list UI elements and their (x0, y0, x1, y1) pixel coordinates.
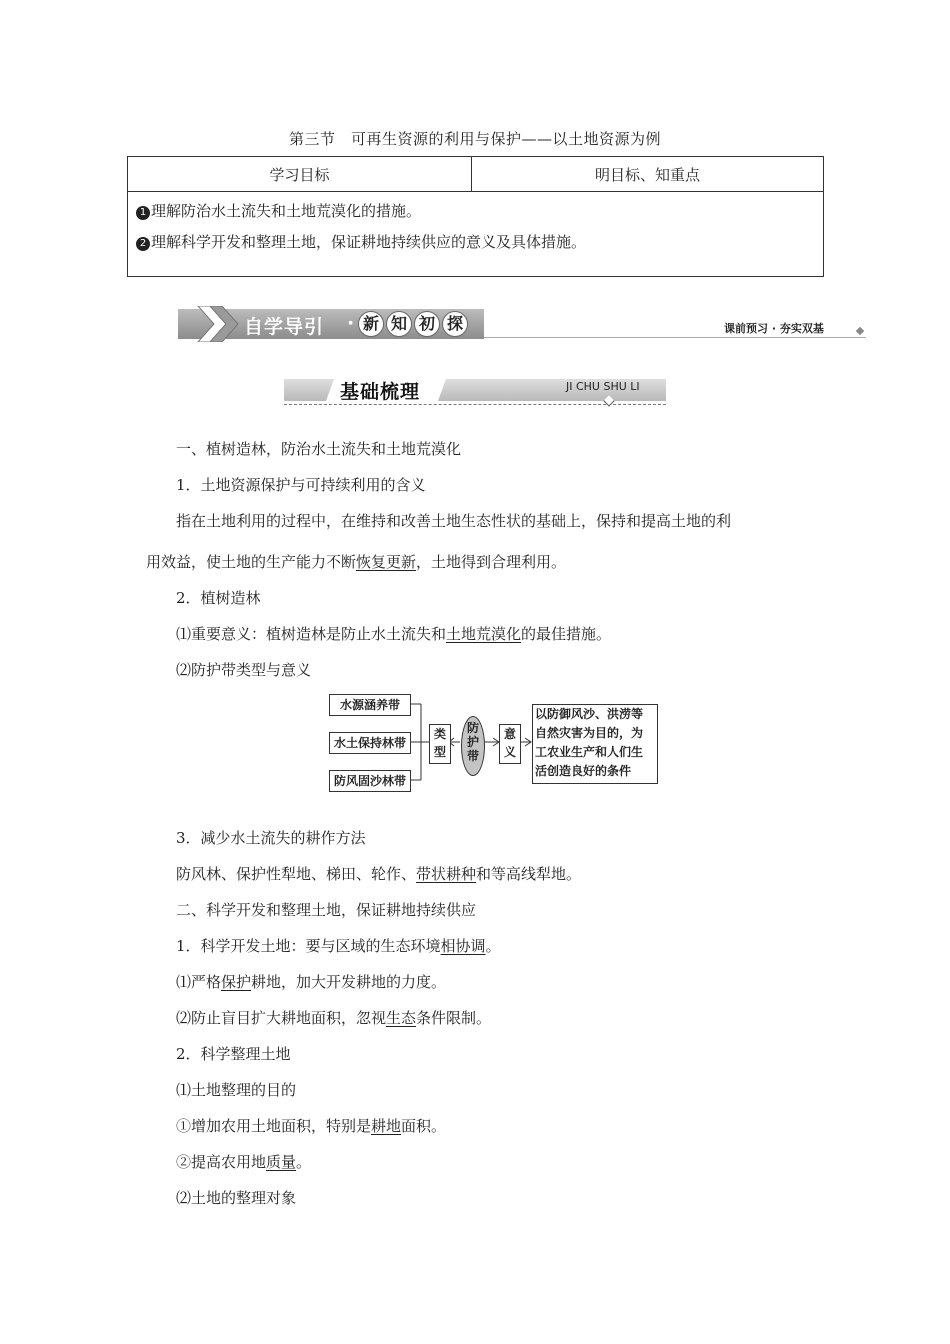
fill-blank: 恢复更新 (356, 553, 417, 571)
type-label: 类 型 (429, 724, 451, 764)
paragraph: 防风林、保护性犁地、梯田、轮作、带状耕种和等高线犁地。 (176, 865, 582, 883)
paragraph: ⑵防护带类型与意义 (176, 661, 312, 679)
page-title: 第三节 可再生资源的利用与保护——以土地资源为例 (288, 130, 661, 148)
objectives-table (127, 156, 824, 277)
shelterbelt-oval: 防 护 带 (461, 716, 485, 776)
banner-char: 新 (358, 311, 384, 337)
objective-item: 1 理解防治水土流失和土地荒漠化的措施。 (136, 196, 815, 227)
subheading: 1．土地资源保护与可持续利用的含义 (176, 476, 426, 494)
shelterbelt-diagram (327, 692, 657, 792)
objective-item: 2 理解科学开发和整理土地，保证耕地持续供应的意义及具体措施。 (136, 227, 815, 258)
type-box: 防风固沙林带 (329, 770, 411, 792)
paragraph: ①增加农用土地面积，特别是耕地面积。 (176, 1117, 447, 1135)
banner-rule (484, 337, 866, 338)
objectives-header-focus: 明目标、知重点 (472, 157, 824, 192)
meaning-label: 意 义 (499, 724, 521, 764)
diamond-icon (856, 327, 864, 335)
heading-2: 二、科学开发和整理土地，保证耕地持续供应 (176, 901, 477, 919)
paragraph: ⑴重要意义：植树造林是防止水土流失和土地荒漠化的最佳措施。 (176, 625, 612, 643)
number-badge: 1 (136, 206, 150, 220)
fill-blank: 耕地 (371, 1117, 402, 1135)
double-chevron-icon (196, 306, 242, 342)
banner-title: 自学导引 (244, 316, 325, 338)
meaning-box: 以防御风沙、洪涝等 自然灾害为目的，为 工农业生产和人们生 活创造良好的条件 (532, 704, 658, 784)
section-banner (284, 375, 666, 407)
paragraph: ⑴严格保护耕地，加大开发耕地的力度。 (176, 973, 447, 991)
paragraph: ⑵防止盲目扩大耕地面积，忽视生态条件限制。 (176, 1009, 492, 1027)
fill-blank: 质量 (266, 1153, 297, 1171)
banner-char: 知 (386, 311, 412, 337)
heading-1: 一、植树造林，防治水土流失和土地荒漠化 (176, 440, 462, 458)
objectives-header-goals: 学习目标 (128, 157, 472, 192)
fill-blank: 生态 (386, 1009, 417, 1027)
section-pinyin: JI CHU SHU LI (566, 380, 640, 393)
banner-char: 初 (414, 311, 440, 337)
paragraph: 1．科学开发土地：要与区域的生态环境相协调。 (176, 937, 501, 955)
type-box: 水土保持林带 (329, 732, 411, 754)
banner-right-tag: 课前预习 · 夯实双基 (724, 322, 824, 335)
banner-char: 探 (442, 311, 468, 337)
paragraph: 用效益，使土地的生产能力不断恢复更新，土地得到合理利用。 (146, 553, 567, 571)
paragraph: ⑴土地整理的目的 (176, 1081, 297, 1099)
subheading: 2．科学整理土地 (176, 1045, 291, 1063)
paragraph: ⑵土地的整理对象 (176, 1189, 297, 1207)
fill-blank: 相协调 (440, 937, 486, 955)
subheading: 2．植树造林 (176, 589, 261, 607)
section-title: 基础梳理 (340, 381, 421, 403)
fill-blank: 带状耕种 (416, 865, 477, 883)
self-study-banner: 自学导引 · 新 知 初 探 (178, 306, 484, 340)
paragraph: ②提高农用地质量。 (176, 1153, 312, 1171)
number-badge: 2 (136, 237, 150, 251)
fill-blank: 保护 (221, 973, 252, 991)
objectives-body (128, 192, 824, 277)
type-box: 水源涵养带 (329, 694, 411, 716)
fill-blank: 土地荒漠化 (446, 625, 522, 643)
subheading: 3．减少水土流失的耕作方法 (176, 829, 366, 847)
paragraph: 指在土地利用的过程中，在维持和改善土地生态性状的基础上，保持和提高土地的利 (176, 512, 732, 530)
